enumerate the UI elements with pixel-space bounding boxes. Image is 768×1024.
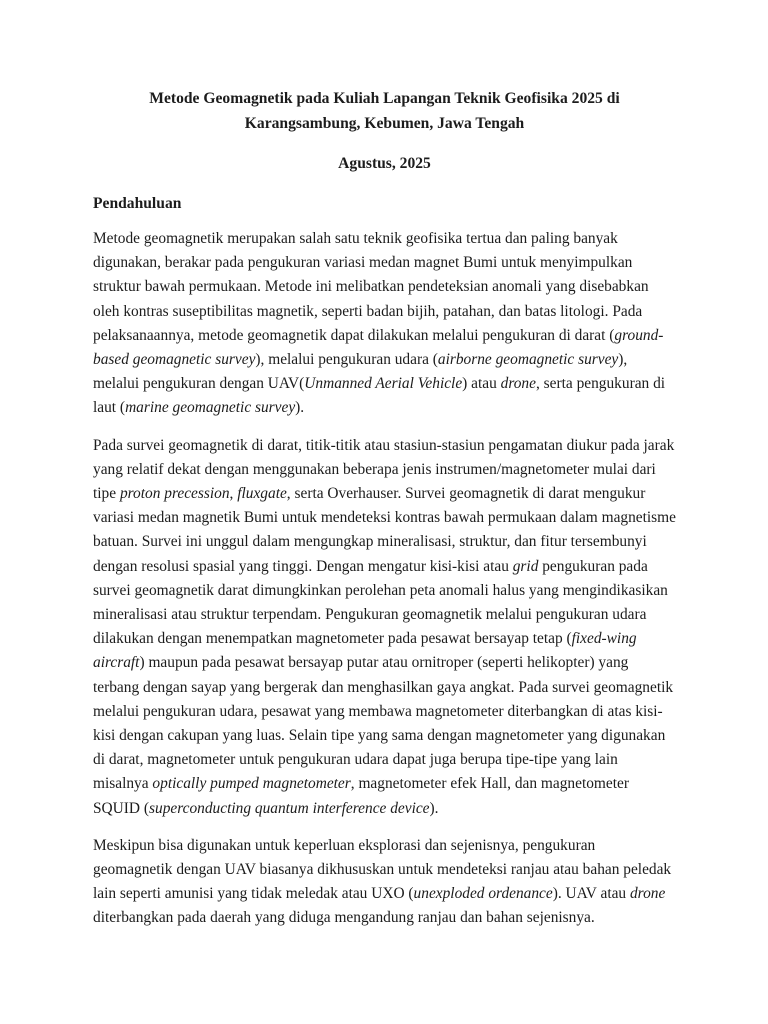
italic-term: Unmanned Aerial Vehicle <box>304 375 463 393</box>
italic-term: optically pumped magnetometer <box>152 775 351 793</box>
paragraph-3 <box>93 834 676 931</box>
italic-term: drone <box>629 885 666 903</box>
italic-term: fluxgate <box>237 485 287 503</box>
title-line-2: Karangsambung, Kebumen, Jawa Tengah <box>244 114 525 132</box>
italic-term: drone <box>500 375 536 393</box>
title-line-1: Metode Geomagnetik pada Kuliah Lapangan Teknik Geofisika 2025 di <box>149 90 620 107</box>
section-heading: Pendahuluan <box>93 195 182 212</box>
text-run: Meskipun bisa digunakan untuk keperluan eksplorasi dan sejenisnya, pengukuran geomagnetik dengan UAV biasanya dikhususkan untuk mendeteksi ranjau atau bahan peledak lain seperti amunisi yang tidak meledak atau UXO ( <box>93 836 672 903</box>
text-run: ). <box>295 399 305 417</box>
text-run: ), melalui pengukuran dengan UAV( <box>93 351 628 393</box>
paragraph-2 <box>93 434 676 821</box>
italic-term: fixed-wing aircraft <box>93 630 637 672</box>
text-run: Metode geomagnetik merupakan salah satu teknik geofisika tertua dan paling banyak digunakan, berakar pada pengukuran variasi medan magnet Bumi untuk menyimpulkan struktur bawah permukaan. Metode ini melibatkan pendeteksian anomali yang disebabkan oleh kontras suseptibilitas magnetik, seperti badan bijih, patahan, dan batas litologi. Pada pelaksanaannya, metode geomagnetik dapat dilakukan melalui pengukuran di darat ( <box>93 230 649 344</box>
text-run: ). <box>429 799 439 817</box>
italic-term: ground-based geomagnetic survey <box>93 326 664 369</box>
text-run: ). UAV atau <box>552 885 630 903</box>
italic-term: marine geomagnetic survey <box>125 399 296 417</box>
italic-term: unexploded ordenance <box>413 885 553 903</box>
text-run: , serta pengukuran di laut ( <box>93 375 666 417</box>
document-date: Agustus, 2025 <box>338 155 431 172</box>
text-run: pengukuran pada survei geomagnetik darat dimungkinkan perolehan peta anomali halus yang mengindikasikan mineralisasi atau struktur terpendam. Pengukuran geomagnetik melalui pengukuran udara dilakukan dengan menempatkan magnetometer pada pesawat bersayap tetap ( <box>93 557 668 648</box>
text-run: , <box>229 485 238 503</box>
document-title <box>93 87 676 136</box>
text-run: ), melalui pengukuran udara ( <box>255 351 438 369</box>
italic-term: airborne geomagnetic survey <box>437 351 619 369</box>
italic-term: proton precession <box>119 485 230 503</box>
text-run: ) atau <box>462 375 501 393</box>
text-run: Pada survei geomagnetik di darat, titik-titik atau stasiun-stasiun pengamatan diukur pada jarak yang relatif dekat dengan menggunakan beberapa jenis instrumen/magnetometer mulai dari tipe <box>93 436 675 503</box>
italic-term: grid <box>512 557 539 575</box>
text-run: diterbangkan pada daerah yang diduga mengandung ranjau dan bahan sejenisnya. <box>93 909 595 927</box>
paragraph-1 <box>93 227 676 421</box>
italic-term: superconducting quantum interference device <box>149 799 430 817</box>
text-run: , magnetometer efek Hall, dan magnetometer SQUID ( <box>93 775 629 817</box>
text-run: ) maupun pada pesawat bersayap putar atau ornitroper (seperti helikopter) yang terbang dengan sayap yang bergerak dan menghasilkan gaya angkat. Pada survei geomagnetik melalui pengukuran udara, pesawat yang membawa magnetometer diterbangkan di atas kisi-kisi dengan cakupan yang luas. Selain tipe yang sama dengan magnetometer yang digunakan di darat, magnetometer untuk pengukuran udara dapat juga berupa tipe-tipe yang lain misalnya <box>93 654 674 793</box>
text-run: , serta Overhauser. Survei geomagnetik di darat mengukur variasi medan magnetik Bumi untuk mendeteksi kontras bawah permukaan dalam magnetisme batuan. Survei ini unggul dalam mengungkap mineralisasi, struktur, dan fitur tersembunyi dengan resolusi spasial yang tinggi. Dengan mengatur kisi-kisi atau <box>93 485 676 575</box>
